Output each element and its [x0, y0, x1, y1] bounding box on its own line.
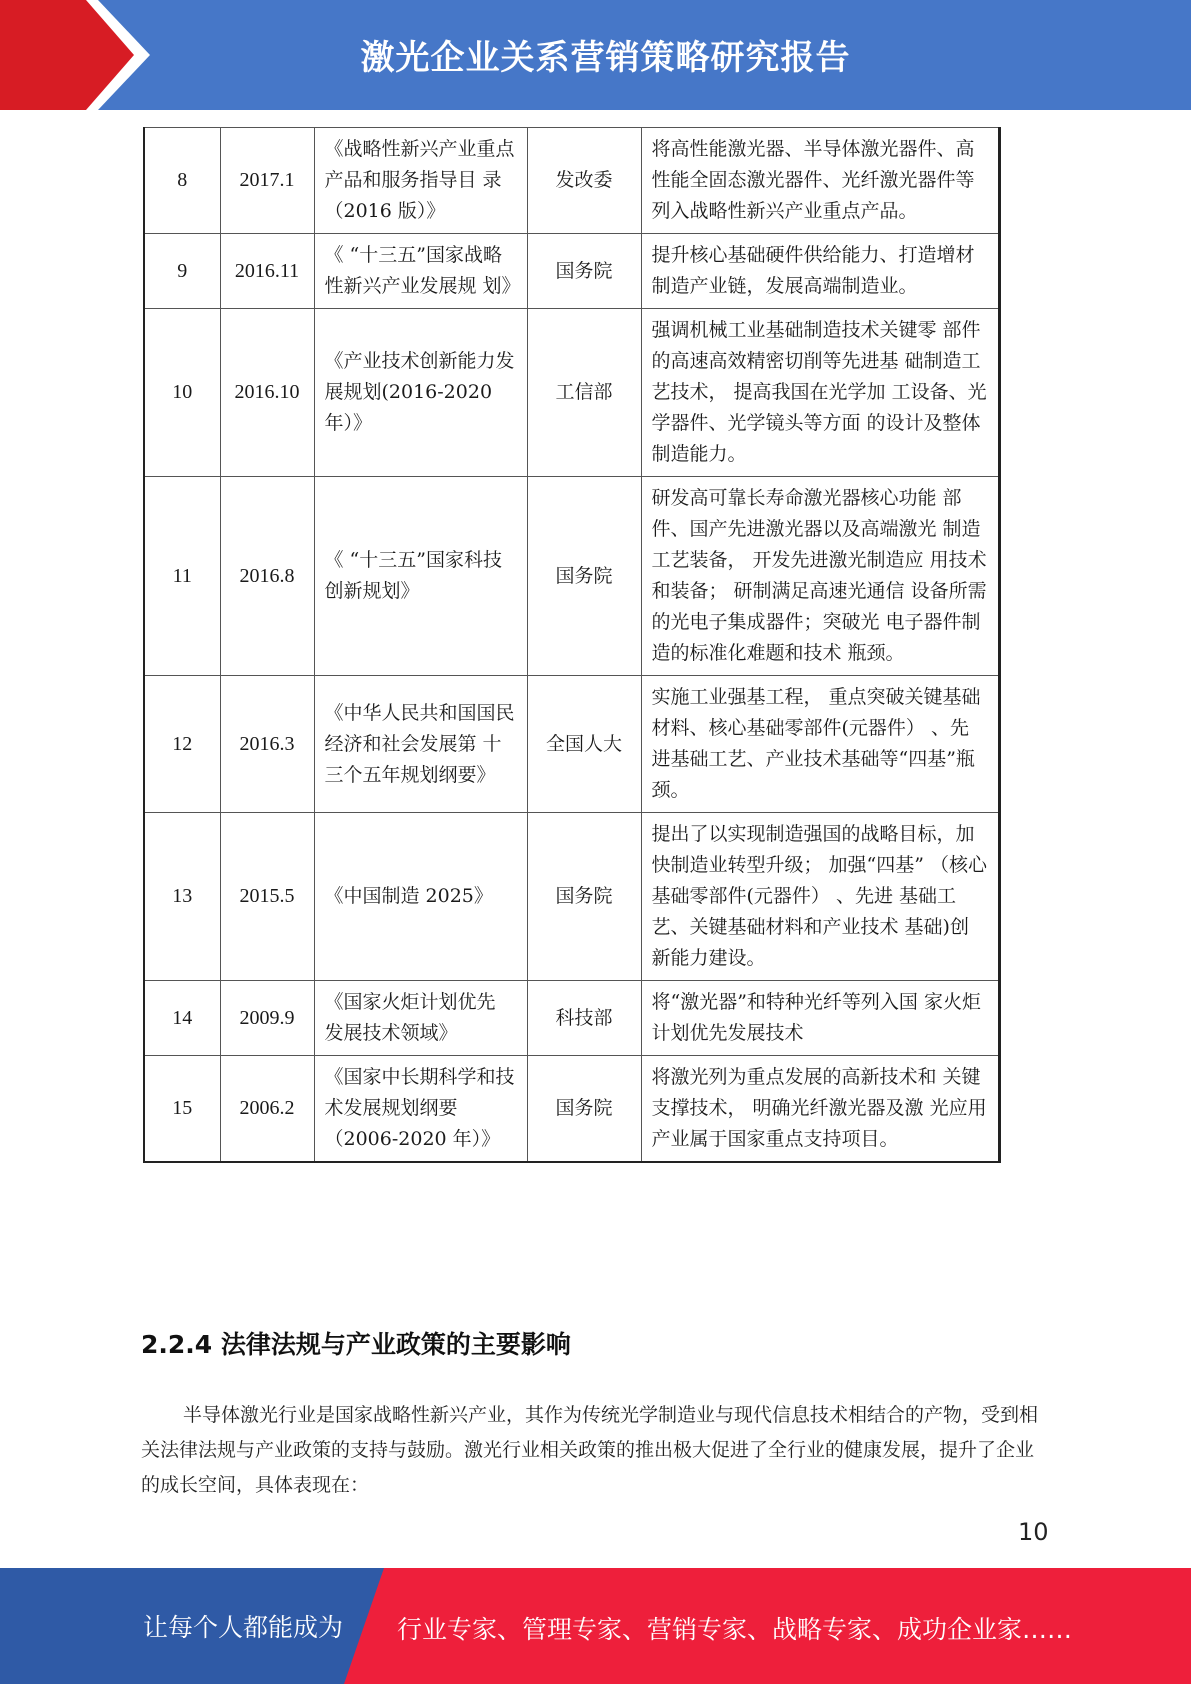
policy-content-cell: 研发高可靠长寿命激光器核心功能 部件、国产先进激光器以及高端激光 制造工艺装备， 开发先进激光制造应 用技术和装备； 研制满足高速光通信 设备所需的光电子集成器件；突破光 电子器件制造的标准化难题和技术 瓶颈。 [641, 477, 999, 676]
date-cell: 2015.5 [220, 813, 314, 981]
date-cell: 2017.1 [220, 128, 314, 234]
department-cell: 发改委 [527, 128, 641, 234]
policy-name-cell: 《中国制造 2025》 [314, 813, 527, 981]
department-cell: 国务院 [527, 813, 641, 981]
row-number-cell: 15 [144, 1056, 220, 1163]
date-cell: 2016.3 [220, 676, 314, 813]
policy-content-cell: 将高性能激光器、半导体激光器件、高性能全固态激光器件、光纤激光器件等列入战略性新兴产业重点产品。 [641, 128, 999, 234]
policy-name-cell: 《战略性新兴产业重点产品和服务指导目 录（2016 版）》 [314, 128, 527, 234]
page-header [0, 0, 1191, 110]
table-row [144, 1056, 999, 1163]
row-number-cell: 14 [144, 981, 220, 1056]
date-cell: 2016.11 [220, 234, 314, 309]
department-cell: 科技部 [527, 981, 641, 1056]
policy-content-cell: 实施工业强基工程， 重点突破关键基础材料、核心基础零部件(元器件） 、先进基础工艺、产业技术基础等“四基”瓶颈。 [641, 676, 999, 813]
page-footer [0, 1568, 1191, 1684]
policy-table-body [144, 128, 999, 1163]
table-row [144, 309, 999, 477]
section-heading: 2.2.4 法律法规与产业政策的主要影响 [141, 1330, 571, 1359]
table-row [144, 128, 999, 234]
report-title: 激光企业关系营销策略研究报告 [360, 38, 851, 78]
section-paragraph: 半导体激光行业是国家战略性新兴产业，其作为传统光学制造业与现代信息技术相结合的产物，受到相关法律法规与产业政策的支持与鼓励。激光行业相关政策的推出极大促进了全行业的健康发展，提升了企业的成长空间，具体表现在： [141, 1404, 1039, 1496]
row-number-cell: 13 [144, 813, 220, 981]
policy-content-cell: 提升核心基础硬件供给能力、打造增材制造产业链，发展高端制造业。 [641, 234, 999, 309]
row-number-cell: 8 [144, 128, 220, 234]
department-cell: 国务院 [527, 1056, 641, 1163]
department-cell: 国务院 [527, 477, 641, 676]
policy-name-cell: 《产业技术创新能力发展规划(2016-2020 年）》 [314, 309, 527, 477]
policy-name-cell: 《中华人民共和国国民经济和社会发展第 十三个五年规划纲要》 [314, 676, 527, 813]
department-cell: 工信部 [527, 309, 641, 477]
date-cell: 2006.2 [220, 1056, 314, 1163]
policy-content-cell: 将“激光器”和特种光纤等列入国 家火炬计划优先发展技术 [641, 981, 999, 1056]
date-cell: 2009.9 [220, 981, 314, 1056]
table-row [144, 981, 999, 1056]
policy-table [143, 127, 1001, 1163]
table-row [144, 676, 999, 813]
policy-name-cell: 《国家中长期科学和技术发展规划纲要（2006-2020 年）》 [314, 1056, 527, 1163]
table-row [144, 477, 999, 676]
department-cell: 全国人大 [527, 676, 641, 813]
footer-slogan-left: 让每个人都能成为 [143, 1613, 344, 1642]
table-row [144, 234, 999, 309]
page-number: 10 [1018, 1518, 1049, 1546]
policy-name-cell: 《 “十三五”国家科技创新规划》 [314, 477, 527, 676]
policy-name-cell: 《 “十三五”国家战略性新兴产业发展规 划》 [314, 234, 527, 309]
date-cell: 2016.8 [220, 477, 314, 676]
row-number-cell: 11 [144, 477, 220, 676]
department-cell: 国务院 [527, 234, 641, 309]
policy-content-cell: 强调机械工业基础制造技术关键零 部件的高速高效精密切削等先进基 础制造工艺技术， 提高我国在光学加 工设备、光学器件、光学镜头等方面 的设计及整体制造能力。 [641, 309, 999, 477]
table-row [144, 813, 999, 981]
date-cell: 2016.10 [220, 309, 314, 477]
row-number-cell: 12 [144, 676, 220, 813]
footer-slogan-right: 行业专家、管理专家、营销专家、战略专家、成功企业家…… [397, 1615, 1073, 1644]
row-number-cell: 10 [144, 309, 220, 477]
row-number-cell: 9 [144, 234, 220, 309]
policy-content-cell: 将激光列为重点发展的高新技术和 关键支撑技术， 明确光纤激光器及激 光应用产业属于国家重点支持项目。 [641, 1056, 999, 1163]
policy-content-cell: 提出了以实现制造强国的战略目标，加快制造业转型升级； 加强“四基” （核心基础零部件(元器件） 、先进 基础工艺、关键基础材料和产业技术 基础)创新能力建设。 [641, 813, 999, 981]
policy-name-cell: 《国家火炬计划优先 发展技术领域》 [314, 981, 527, 1056]
